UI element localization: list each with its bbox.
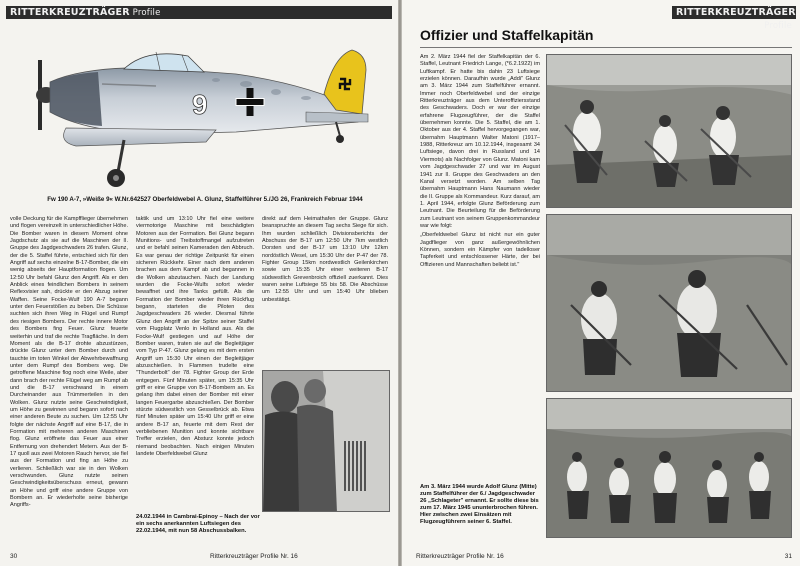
photo-pilots-resting-3 <box>546 398 792 538</box>
wing <box>64 128 216 146</box>
right-page-footer: Ritterkreuzträger Profile Nr. 16 <box>416 553 504 560</box>
photo-pilot-tail-image <box>263 371 390 512</box>
tail-wheel <box>336 135 344 143</box>
photo-pilot-tail <box>262 370 390 512</box>
engine-cowling <box>50 72 102 126</box>
series-title-bold-right: RITTERKREUZTRÄGER <box>676 7 796 18</box>
title-rule <box>420 47 792 48</box>
section-title: Offizier und Staffelkapitän <box>420 27 594 43</box>
fw190-profile-drawing <box>6 22 392 212</box>
canopy <box>124 54 204 72</box>
photo-pilots-resting-2 <box>546 214 792 392</box>
left-page-number: 30 <box>10 553 18 560</box>
left-photo-caption: 24.02.1944 in Cambrai-Epinoy – Nach der vor ein sechs anerkannten Luftsiegen des 22.02.1944, mit nun 58 Abschussbalken. <box>136 514 260 534</box>
left-text-column-3: direkt auf dem Heimathafen der Gruppe. Glunz beanspruchte an diesem Tag sechs Siege für sich. Ihm wurden schließlich Divisionsberichts der Abschuss der B-17 um 12:50 Uhr 7km westlich Dorsten und der B-17 um 13:10 Uhr 12km nordöstlich Wesel, um 15:30 Uhr der P-47 der 78. Fighter Group 15km nordwestlich Geilenkirchen sowie um 15:35 Uhr einer weiteren B-17 südwestlich Grevenbroich offiziell zuerkannt. Dies waren seine Luftsiege 55 bis 58. Die Abschüsse um 12:55 Uhr und um 15:40 Uhr blieben unbestätigt. <box>262 216 388 303</box>
photo-pilots-resting-3-image <box>547 399 792 538</box>
right-photo-caption: Am 3. März 1944 wurde Adolf Glunz (Mitte) zum Staffelführer der 6./ Jagdgeschwader 26 „Schlageter" ernannt. Er sollte diese bis zum 17. März 1945 ununterbrochen führen. Hier zwischen zwei Einsätzen mit Flugzeugführern seiner 6. Staffel. <box>420 484 539 525</box>
left-text-column-2: taktik und um 13:10 Uhr fiel eine weitere viermotorige Maschine mit beschädigten Motoren aus der Formation. Bei Glunz begann Munitions- und Treibstoffmangel aufzutreten und er befahl seinen Kameraden den Abbruch. Es war genau der richtige Zeitpunkt für einen sicheren Rückkehr. Einer nach dem anderen brachen aus dem Kampf ab und begannen in die Wolken abzutauchen. Nach der Landung wurden die Focke-Wulfs sofort wieder bewaffnet und ihre Tanks gefüllt. Als die Formation der Bomber wieder ihren Rückflug begann, starteten die Piloten des Jagdgeschwaders 26 wieder. Diesmal führte Glunz den Angriff an der Spitze seiner Staffel vom Flugplatz Venlo in Holland aus. Als die Focke-Wulf gestiegen und auf Höhe der Bomber waren, traten sie auf die Begleitjäger vom Typ P-47. Glunz gelang es mit dem ersten Angriff um 15:30 Uhr einen der Begleitjäger abzuschießen. In Flammen trudelte eine "Thunderbolt" der 78. Fighter Group der Erde entgegen. Fünf Minuten später, um 15:35 Uhr griff er eine Gruppe von B-17-Bombern an. Es gelang ihm dabei einen der Bomber mit einer langen Feuergarbe abzuschießen. Der Bomber stürzte südwestlich von Gesselbrück ab. Etwa fünf Minuten später um 15:40 Uhr griff er eine andere B-17 an, feuerte mit dem Rest der verbliebenen Munition und konnte sichtbare Treffer erzielen, den Absturz konnte jedoch niemand beobachten. Nach einigen Minuten landete Oberfeldwebel Glunz <box>136 216 254 457</box>
left-text-column-1: volle Deckung für die Kampfflieger übernehmen und flogen vereinzelt in unterschiedlicher Höhe. Die Bomber waren in diesem Moment ohne Jagdschutz als sie auf die Maschinen der II. Gruppe des Jagdgeschwaders 26 trafen. Glunz, der die 5. Staffel führte, entschied sich für den Angriff auf sechs einzelne B-17-Bomber, die ein wenig abseits der Hauptformation flogen. Um 12:50 Uhr befahl Glunz den Angriff. Als er den Anblick eines feindlichen Bombers in seinem Reflexvisier sah, drückte er den Abzug seiner Waffen. Seine Focke-Wulf 190 A-7 begann unter den Feuerstößen zu beben. Die Schüsse suchten sich ihren Weg in Flügel und Rumpf des riesigen Bombers. Der rechte innere Motor des Bombers fing Feuer. Glunz feuerte weiterhin und traf die rechte Tragfläche. In dem Moment als die B-17 drohte abzustürzen, drückte Glunz unter dem Bomber durch und tauchte im toten Winkel der Abwehrbewaffnung unter dem Rumpf des Bombers weg. Die getroffene Maschine flog noch eine Weile, aber dann brach der rechte Flügel weg am Rumpf ab und die B-17 verschwand in einem Durcheinander aus Trümmerteilen in den Wolken. Glunz nutzte seine Geschwindigkeit, um Höhe zu gewinnen und begann sofort nach einer anderen Beute zu suchen. Um 12:55 Uhr folgte der nächste Angriff auf eine B-17, die in Formation mit mehreren anderen Maschinen flog. Glunz eröffnete das Feuer aus einer Entfernung von drehendert Metern. Aus der B-17 quoll aus zwei Motoren Rauch hervor, sie fiel aus der Formation und fing an Höhe zu verlieren. Schließlich war sie in den Wolken verschwunden. Glunz nutzte seinen Geschwindigkeitsüberschuss erneut, gewann an Höhe und griff eine andere Gruppe von Bombern an. Er wiederholte seine bisherige Angriffs- <box>10 216 128 509</box>
series-title-bold: RITTERKREUZTRÄGER <box>10 7 130 18</box>
photo-pilots-resting-2-image <box>547 215 792 392</box>
series-title-small-right: Profile <box>764 21 792 31</box>
aircraft-profile-illustration <box>6 22 392 212</box>
photo-pilots-resting-1-image <box>547 55 792 208</box>
tail-number: 9 <box>192 89 208 120</box>
right-text-body: Am 2. März 1944 fiel der Staffelkapitän der 6. Staffel, Leutnant Friedrich Lange, (*6.2.1922) im Luftkampf. Er hatte bis dahin 23 Luftsiege erzielen können. Daraufhin wurde „Addi" Glunz am 3. März 1944 zum Staffelführer ernannt. Immer noch Oberfeldwebel und der einzige Ritterkreuzträger aus dem Unteroffiziersstand des Geschwaders. Doch er war der einzige erfahrene Flugzeugführer, der die Staffel übernehmen konnte. Die 5. Staffel, die am 1. Oktober aus der 4. Staffel hervorgegangen war, übernahm Hauptmann Walter Matoni (1917–1988, Ritterkreuz am 10.12.1944, insgesamt 34 Luftsiege, davon drei in Russland und 14 Viermots) als Nachfolger von Glunz. Matoni kam vom Jagdgeschwader 27 und war im August 1941 zur II. Gruppe des Geschwaders an den Kanal versetzt worden. Am selben Tag übernahm Hauptmann Hans Naumann wieder die II. Gruppe als Kommandeur. Kurz darauf, am 1. April 1944, erfolgte Glunz Beförderung zum Leutnant. Die Beurteilung für die Beförderung zum Leutnant von seinem Gruppenkommandeur war wie folgt: <box>420 54 540 229</box>
right-text-quote: „Oberfeldwebel Glunz ist nicht nur ein guter Jagdflieger von ganz außergewöhnlichen Können, sondern ein Kämpfer von tadelloser Tapferkeit und entschlossener Härte, der bei Offizieren und Mannschaften beliebt ist." <box>420 232 540 268</box>
profile-caption: Fw 190 A-7, »Weiße 9« W.Nr.642527 Oberfeldwebel A. Glunz, Staffelführer 5./JG 26, Frankreich Februar 1944 <box>47 196 363 203</box>
left-page <box>0 0 398 566</box>
series-header-left <box>6 6 392 19</box>
series-title-small: Profile <box>129 8 161 18</box>
photo-pilots-resting-1 <box>546 54 792 208</box>
right-page <box>402 0 800 566</box>
right-page-number: 31 <box>784 553 792 560</box>
series-header-right <box>672 6 796 31</box>
right-text-column <box>420 54 540 330</box>
left-page-footer: Ritterkreuzträger Profile Nr. 16 <box>210 553 298 560</box>
